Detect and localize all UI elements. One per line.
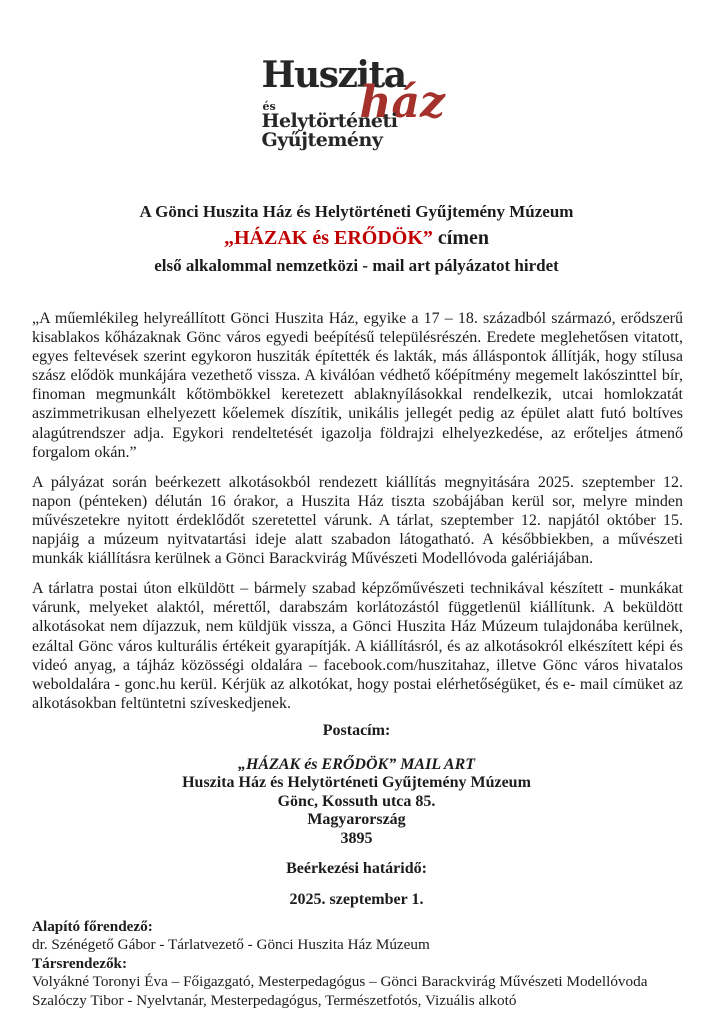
postal-address-line-4: Magyarország	[307, 811, 406, 829]
logo-word-helytorteneti: Helytörténeti	[261, 110, 398, 132]
logo-word-haz: ház	[359, 77, 445, 128]
call-title-suffix: címen	[432, 227, 489, 249]
deadline-heading: Beérkezési határidő:	[286, 860, 427, 877]
museum-logo	[261, 54, 462, 162]
postal-heading: Postacím:	[322, 722, 391, 739]
logo-word-es: és	[262, 100, 276, 113]
call-title-red: „HÁZAK és ERŐDÖK”	[224, 227, 433, 249]
postal-address-block	[0, 722, 713, 849]
logo-word-gyujtemeny: Gyűjtemény	[261, 129, 383, 151]
document-title-line-2	[0, 226, 713, 250]
credits-founder: dr. Szénégető Gábor - Tárlatvezető - Gönci Huszita Ház Múzeum	[32, 936, 430, 954]
credits-co-label: Társrendezők:	[32, 954, 128, 972]
body-paragraph-1: „A műemlékileg helyreállított Gönci Huszita Ház, egyike a 17 – 18. századból származó, erődszerű kisablakos kőházaknak Gönc város egyedi beépítésű településrészén. Eredete meglehetősen vitatott, egyes feltevések szerint egykoron husziták építették és lakták, más álláspontok állítják, hogy stílusa szász elődök munkájára vezethető vissza. A kiválóan védhető kőépítmény megemelt lakószinttel bír, finoman megmunkált kőtömbökkel keretezett ablaknyílásokkal rendelkezik, utcai homlokzatát aszimmetrikusan elhelyezett kőelemek díszítik, unikális jellegét pedig az épület alatt futó boltíves alagútrendszer adja. Egykori rendeltetését igazolja földrajzi elhelyezkedése, az erőteljes átmenő forgalom okán.”	[32, 310, 683, 461]
deadline-date: 2025. szeptember 1.	[289, 891, 424, 908]
credits-founder-label: Alapító főrendező:	[32, 918, 153, 935]
body-paragraph-3: A tárlatra postai úton elküldött – bármely szabad képzőművészeti technikával készített - munkákat várunk, melyeket alaktól, mérettől, darabszám korlátozástól függetlenül kiállítunk. A beküldött alkotásokat nem díjazzuk, nem küldjük vissza, a Gönci Huszita Ház Múzeum tulajdonába kerülnek, ezáltal Gönc város kulturális értékeit gyarapítják. A kiállításról, és az alkotásokról elkészített képi és videó anyag, a tájház közösségi oldalára – facebook.com/huszitahaz, illetve Gönc város hivatalos weboldalára - gonc.hu kerül. Kérjük az alkotókat, hogy postai elérhetőségüket, és e- mail címüket az alkotásokban feltüntetni szíveskedjenek.	[32, 580, 683, 712]
postal-address-line-1: „HÁZAK és ERŐDÖK” MAIL ART	[237, 755, 476, 773]
postal-address-line-5: 3895	[340, 829, 373, 847]
credits-co-organizer-2: Szalóczy Tibor - Nyelvtanár, Mesterpedagógus, Természetfotós, Vizuális alkotó	[32, 991, 517, 1009]
body-paragraph-2: A pályázat során beérkezett alkotásokból rendezett kiállítás megnyitására 2025. szeptember 12. napon (pénteken) délután 16 órakor, a Huszita Ház tiszta szobájában kerül sor, melyre minden művészetekre nyitott érdeklődőt szeretettel várunk. A tárlat, szeptember 12. napjától október 15. napjáig a múzeum nyitvatartási ideje alatt szabadon látogatható. A későbbiekben, a művészeti munkák kiállításra kerülnek a Gönci Barackvirág Művészeti Modellóvoda galériájában.	[32, 473, 683, 568]
document-title-line-1: A Gönci Huszita Ház és Helytörténeti Gyűjtemény Múzeum	[139, 202, 574, 221]
body-text	[32, 309, 683, 724]
document-title-line-3: első alkalommal nemzetközi - mail art pályázatot hirdet	[154, 256, 559, 275]
postal-address-line-3: Gönc, Kossuth utca 85.	[277, 792, 436, 810]
credits-block	[32, 918, 687, 1010]
document-title-block	[0, 201, 713, 276]
logo-word-huszita: Huszita	[261, 54, 406, 96]
postal-address-line-2: Huszita Ház és Helytörténeti Gyűjtemény Múzeum	[182, 774, 531, 792]
credits-co-organizer-1: Volyákné Toronyi Éva – Főigazgató, Mesterpedagógus – Gönci Barackvirág Művészeti Modellóvoda	[32, 973, 648, 991]
